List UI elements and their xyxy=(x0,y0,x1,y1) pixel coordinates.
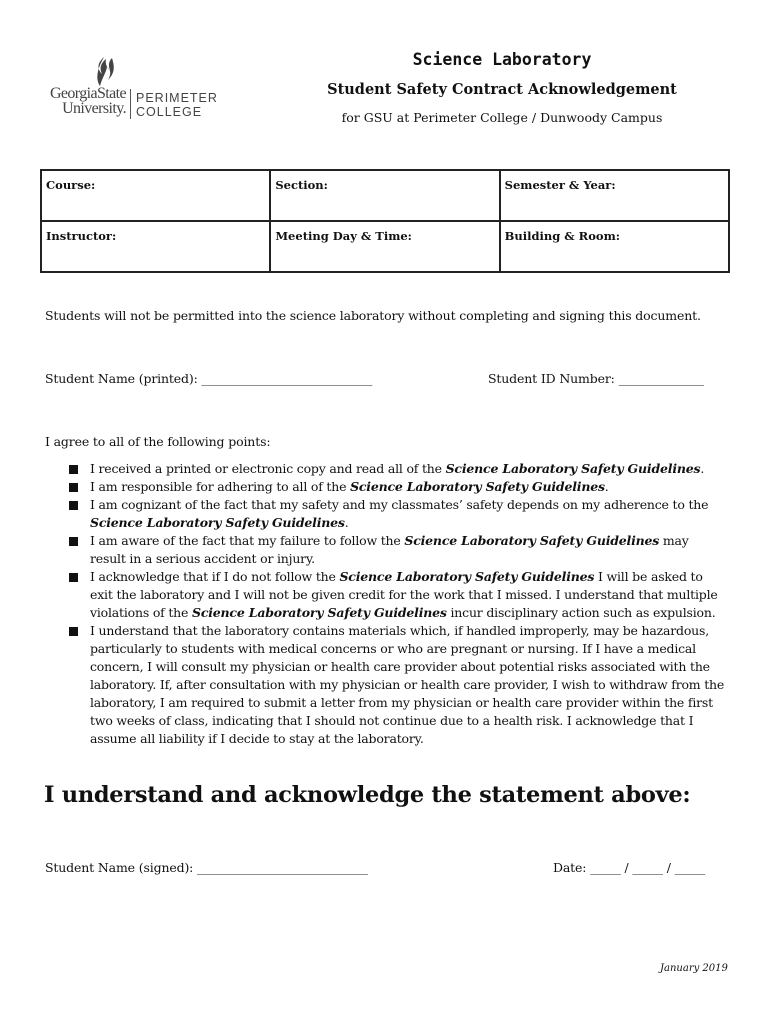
student-name-printed-field[interactable]: Student Name (printed): ____________________________ xyxy=(45,371,373,386)
section-field[interactable]: Section: xyxy=(270,170,499,221)
bullet-icon xyxy=(69,465,78,474)
list-item: I am aware of the fact that my failure to follow the Science Laboratory Safety Guidelines may result in a serious accident or injury. xyxy=(68,532,728,568)
page-subtitle: Student Safety Contract Acknowledgement xyxy=(327,81,677,98)
semester-year-field[interactable]: Semester & Year: xyxy=(500,170,729,221)
notice-text: Students will not be permitted into the science laboratory without completing and signing this document. xyxy=(45,308,701,323)
list-item: I am cognizant of the fact that my safety and my classmates’ safety depends on my adherence to the Science Laboratory Safety Guidelines. xyxy=(68,496,728,532)
gsu-perimeter-logo xyxy=(46,56,221,126)
page-title: Science Laboratory xyxy=(412,50,592,69)
logo-college-text: PERIMETER COLLEGE xyxy=(136,91,218,119)
course-info-table xyxy=(40,169,730,273)
acknowledgement-statement: I understand and acknowledge the statement above: xyxy=(44,782,691,808)
revision-date: January 2019 xyxy=(660,963,728,974)
flame-icon xyxy=(92,56,118,88)
list-item: I acknowledge that if I do not follow the Science Laboratory Safety Guidelines I will be asked to exit the laboratory and I will not be given credit for the work that I missed. I understand that multiple violations of the Science Laboratory Safety Guidelines incur disciplinary action such as expulsion. xyxy=(68,568,728,622)
bullet-icon xyxy=(69,573,78,582)
table-row xyxy=(41,170,729,221)
instructor-field[interactable]: Instructor: xyxy=(41,221,270,272)
meeting-day-time-field[interactable]: Meeting Day & Time: xyxy=(270,221,499,272)
student-name-signed-field[interactable]: Student Name (signed): ____________________________ xyxy=(45,860,368,875)
list-item: I am responsible for adhering to all of the Science Laboratory Safety Guidelines. xyxy=(68,478,728,496)
list-item: I understand that the laboratory contains materials which, if handled improperly, may be hazardous, particularly to students with medical concerns or who are pregnant or nursing. If I have a medical concern, I will consult my physician or health care provider about potential risks associated with the laboratory. If, after consultation with my physician or health care provider, I wish to withdraw from the laboratory, I am required to submit a letter from my physician or health care provider within the first two weeks of class, indicating that I should not continue due to a health risk. I acknowledge that I assume all liability if I decide to stay at the laboratory. xyxy=(68,622,728,748)
building-room-field[interactable]: Building & Room: xyxy=(500,221,729,272)
campus-line: for GSU at Perimeter College / Dunwoody Campus xyxy=(341,110,663,125)
bullet-icon xyxy=(69,627,78,636)
agree-intro: I agree to all of the following points: xyxy=(45,434,271,449)
date-field[interactable]: Date: _____ / _____ / _____ xyxy=(553,860,706,875)
logo-university-text: GeorgiaState University. xyxy=(49,85,126,117)
bullet-icon xyxy=(69,537,78,546)
bullet-icon xyxy=(69,501,78,510)
logo-divider xyxy=(130,89,131,119)
list-item: I received a printed or electronic copy and read all of the Science Laboratory Safety Guidelines. xyxy=(68,460,728,478)
student-id-field[interactable]: Student ID Number: ______________ xyxy=(488,371,704,386)
course-field[interactable]: Course: xyxy=(41,170,270,221)
bullet-icon xyxy=(69,483,78,492)
table-row xyxy=(41,221,729,272)
agreement-points-list xyxy=(68,460,728,748)
